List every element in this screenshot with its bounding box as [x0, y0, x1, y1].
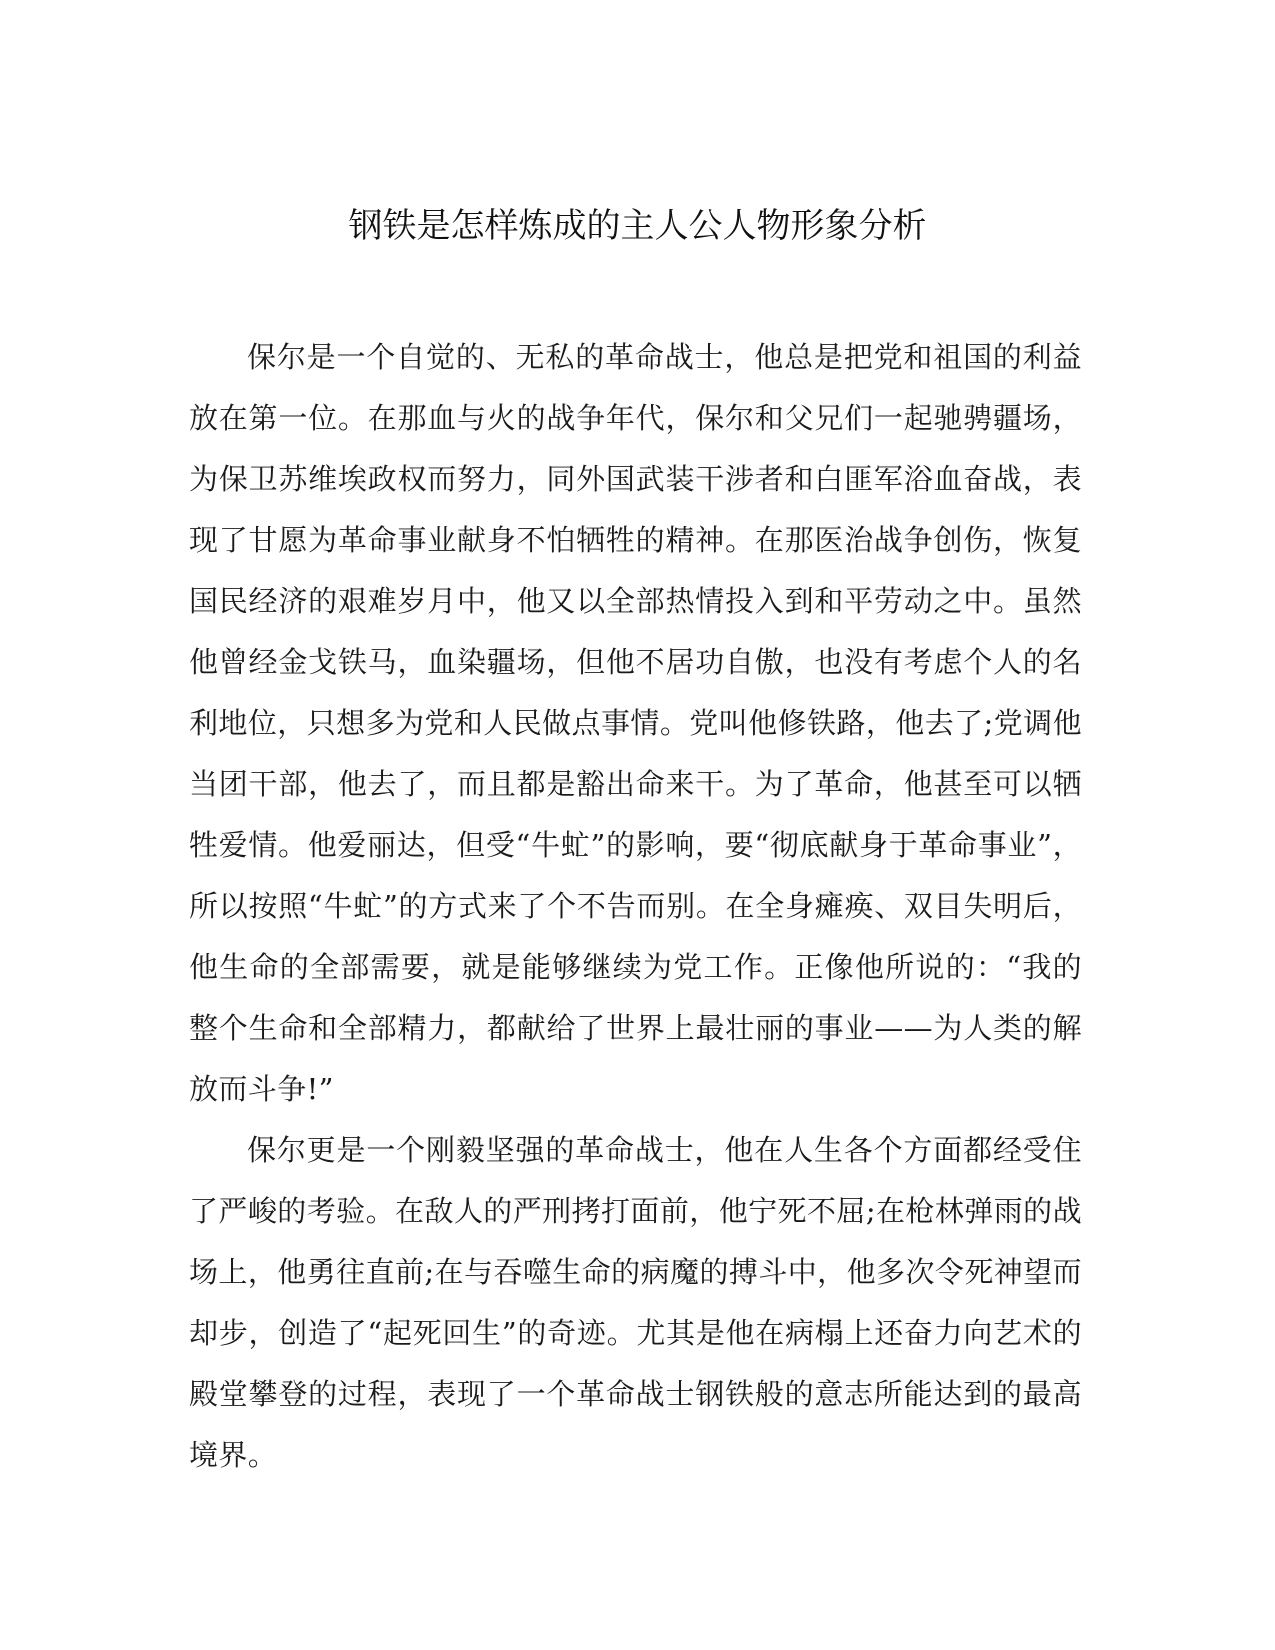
paragraph-1: 保尔是一个自觉的、无私的革命战士，他总是把党和祖国的利益放在第一位。在那血与火的战争年代，保尔和父兄们一起驰骋疆场，为保卫苏维埃政权而努力，同外国武装干涉者和白匪军浴血奋战，表现了甘愿为革命事业献身不怕牺牲的精神。在那医治战争创伤，恢复国民经济的艰难岁月中，他又以全部热情投入到和平劳动之中。虽然他曾经金戈铁马，血染疆场，但他不居功自傲，也没有考虑个人的名利地位，只想多为党和人民做点事情。党叫他修铁路，他去了;党调他当团干部，他去了，而且都是豁出命来干。为了革命，他甚至可以牺牲爱情。他爱丽达，但受“牛虻”的影响，要“彻底献身于革命事业”，所以按照“牛虻”的方式来了个不告而别。在全身瘫痪、双目失明后，他生命的全部需要，就是能够继续为党工作。正像他所说的：“我的整个生命和全部精力，都献给了世界上最壮丽的事业——为人类的解放而斗争!”: [189, 340, 1082, 1106]
document-body: [189, 327, 1082, 1486]
document-title: 钢铁是怎样炼成的主人公人物形象分析: [348, 206, 927, 246]
paragraph-2: 保尔更是一个刚毅坚强的革命战士，他在人生各个方面都经受住了严峻的考验。在敌人的严刑拷打面前，他宁死不屈;在枪林弹雨的战场上，他勇往直前;在与吞噬生命的病魔的搏斗中，他多次令死神望而却步，创造了“起死回生”的奇迹。尤其是他在病榻上还奋力向艺术的殿堂攀登的过程，表现了一个革命战士钢铁般的意志所能达到的最高境界。: [189, 1133, 1082, 1472]
